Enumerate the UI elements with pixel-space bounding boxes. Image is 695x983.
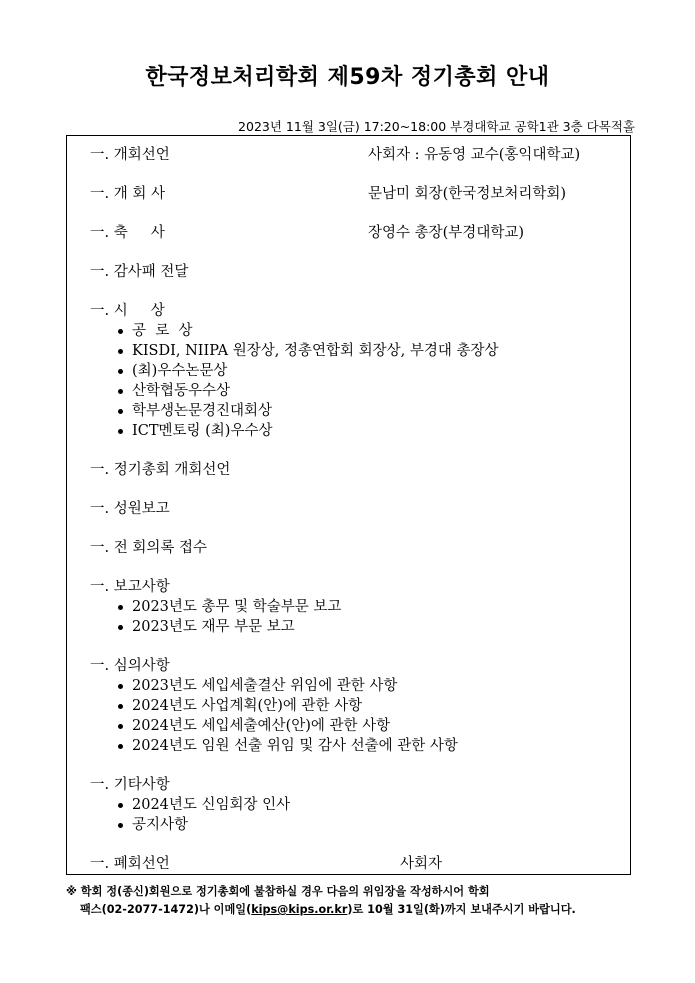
agenda-bullet-item: 산학협동우수상 <box>90 381 630 401</box>
agenda-bullet-item: (최)우수논문상 <box>90 361 630 381</box>
section-label: 一. 전 회의록 접수 <box>90 540 207 556</box>
agenda-bullet-item: 2023년도 세입세출결산 위임에 관한 사항 <box>90 676 630 696</box>
agenda-bullet-item: 2024년도 세입세출예산(안)에 관한 사항 <box>90 716 630 736</box>
agenda-section <box>90 854 630 874</box>
agenda-section <box>90 145 630 165</box>
agenda-bullet-item: ICT멘토링 (최)우수상 <box>90 421 630 441</box>
section-label: 一. 축 사 <box>90 225 165 241</box>
agenda-bullet-item: KISDI, NIIPA 원장상, 정총연합회 회장상, 부경대 총장상 <box>90 341 630 361</box>
agenda-section <box>90 538 630 558</box>
page-title: 한국정보처리학회 제59차 정기총회 안내 <box>145 65 550 90</box>
section-label: 一. 개회선언 <box>90 147 170 163</box>
footer-line-2-suffix: )로 10월 31일(화)까지 보내주시기 바랍니다. <box>347 903 576 916</box>
section-label: 一. 기타사항 <box>90 777 170 793</box>
footer-notice <box>66 883 666 919</box>
section-label: 一. 보고사항 <box>90 579 170 595</box>
agenda-section <box>90 184 630 204</box>
agenda-bullet-item: 2023년도 총무 및 학술부문 보고 <box>90 597 630 617</box>
section-label: 一. 폐회선언 <box>90 856 170 872</box>
section-label: 一. 성원보고 <box>90 501 170 517</box>
footer-line-1: ※ 학회 정(종신)회원으로 정기총회에 불참하실 경우 다음의 위임장을 작성하시어 학회 <box>66 885 490 898</box>
footer-line-2-prefix: 팩스(02-2077-1472)나 이메일( <box>80 903 252 916</box>
agenda-bullet-item: 2023년도 재무 부문 보고 <box>90 617 630 637</box>
agenda-bullet-item: 2024년도 임원 선출 위임 및 감사 선출에 관한 사항 <box>90 736 630 756</box>
agenda-section <box>90 460 630 480</box>
section-note: 사회자 <box>400 856 443 872</box>
agenda-section <box>90 301 630 321</box>
agenda-bullet-item: 공 로 상 <box>90 321 630 341</box>
section-label: 一. 정기총회 개회선언 <box>90 462 231 478</box>
section-note: 문남미 회장(한국정보처리학회) <box>368 186 567 202</box>
section-label: 一. 감사패 전달 <box>90 264 189 280</box>
agenda-bullet-item: 2024년도 사업계획(안)에 관한 사항 <box>90 696 630 716</box>
email-link[interactable]: kips@kips.or.kr <box>251 903 348 916</box>
section-note: 장영수 총장(부경대학교) <box>368 225 524 241</box>
agenda-section <box>90 262 630 282</box>
agenda-bullet-item: 공지사항 <box>90 815 630 835</box>
agenda-section <box>90 499 630 519</box>
section-label: 一. 시 상 <box>90 303 165 319</box>
agenda-section <box>90 656 630 676</box>
agenda-list <box>90 145 630 874</box>
agenda-section <box>90 223 630 243</box>
section-label: 一. 개 회 사 <box>90 186 165 202</box>
agenda-section <box>90 775 630 795</box>
meeting-dateline: 2023년 11월 3일(금) 17:20~18:00 부경대학교 공학1관 3층 다목적홀 <box>238 119 635 134</box>
section-note: 사회자 : 유동영 교수(홍익대학교) <box>368 147 581 163</box>
agenda-bullet-item: 학부생논문경진대회상 <box>90 401 630 421</box>
agenda-bullet-item: 2024년도 신임회장 인사 <box>90 795 630 815</box>
agenda-section <box>90 577 630 597</box>
footer-line-2 <box>66 901 666 919</box>
section-label: 一. 심의사항 <box>90 658 170 674</box>
